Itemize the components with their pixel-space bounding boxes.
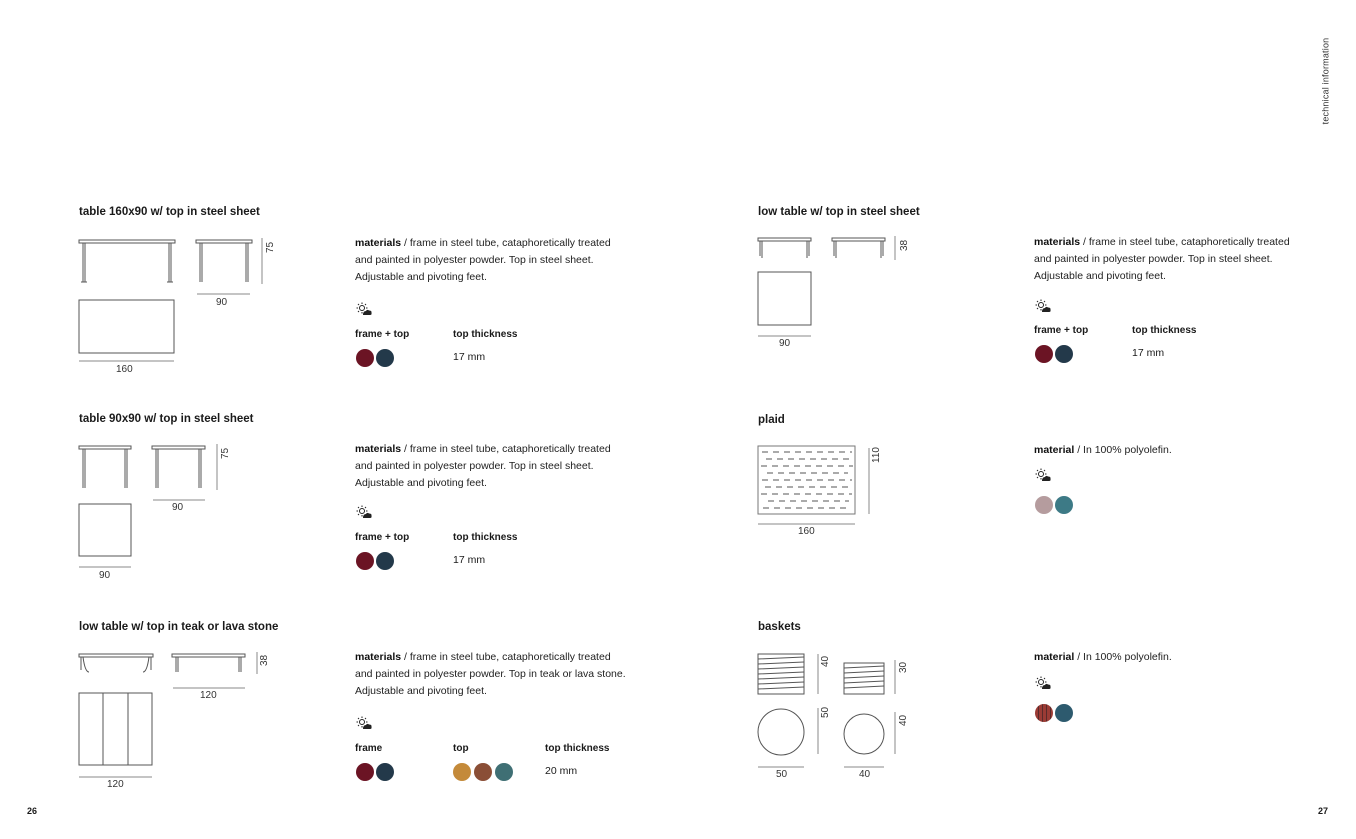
swatch-lava-teal bbox=[495, 763, 513, 781]
option-value: 17 mm bbox=[453, 554, 486, 566]
sun-cloud-icon bbox=[1035, 676, 1051, 690]
option-label: frame bbox=[355, 743, 383, 754]
dim-large-width: 50 bbox=[776, 769, 788, 780]
dim-height: 75 bbox=[220, 447, 231, 459]
page-number-left: 26 bbox=[27, 806, 38, 816]
materials-block: material / In 100% polyolefin. bbox=[1034, 651, 1172, 663]
swatch-burgundy bbox=[356, 552, 374, 570]
dim-width: 160 bbox=[798, 526, 815, 537]
page-number-right: 27 bbox=[1318, 806, 1329, 816]
product-title: table 90x90 w/ top in steel sheet bbox=[79, 413, 254, 425]
sun-cloud-icon bbox=[356, 716, 372, 730]
side-label: technical information bbox=[1320, 37, 1330, 125]
materials-block: materials / frame in steel tube, cataphoretically treated and painted in polyester powder. Top in teak or lava stone. Adjustable and pivoting feet. bbox=[355, 651, 626, 697]
dim-depth: 120 bbox=[200, 690, 217, 701]
option-label: top thickness bbox=[453, 532, 518, 543]
option-label: frame + top bbox=[355, 532, 410, 543]
option-value: 20 mm bbox=[545, 765, 578, 777]
dim-depth: 90 bbox=[216, 297, 228, 308]
low-table-teak-drawing bbox=[79, 652, 279, 787]
option-value: 17 mm bbox=[1132, 347, 1165, 359]
dim-small-depth: 40 bbox=[898, 714, 909, 726]
table-160-drawing bbox=[79, 236, 279, 376]
materials-block: materials / frame in steel tube, cataphoretically treated and painted in polyester powder. Top in steel sheet. Adjustable and pivoting feet. bbox=[355, 237, 611, 283]
dim-height: 75 bbox=[265, 241, 276, 253]
materials-block: materials / frame in steel tube, cataphoretically treated and painted in polyester powder. Top in steel sheet. Adjustable and pivoting feet. bbox=[1034, 236, 1290, 282]
product-title: low table w/ top in steel sheet bbox=[758, 206, 920, 218]
swatch-navy bbox=[376, 349, 394, 367]
option-label: top thickness bbox=[545, 743, 610, 754]
dim-width: 90 bbox=[779, 338, 791, 349]
dim-large-height: 40 bbox=[820, 655, 831, 667]
dim-small-width: 40 bbox=[859, 769, 871, 780]
sun-cloud-icon bbox=[356, 505, 372, 519]
swatch-lava-brown bbox=[474, 763, 492, 781]
dim-height: 38 bbox=[259, 654, 270, 666]
option-label: frame + top bbox=[1034, 325, 1089, 336]
option-label: frame + top bbox=[355, 329, 410, 340]
option-label: top thickness bbox=[453, 329, 518, 340]
swatch-burgundy bbox=[1035, 345, 1053, 363]
dim-width: 120 bbox=[107, 779, 124, 790]
dim-height: 38 bbox=[899, 239, 910, 251]
swatch-burgundy bbox=[356, 763, 374, 781]
plaid-drawing bbox=[758, 444, 888, 529]
materials-block: materials / frame in steel tube, cataphoretically treated and painted in polyester powder. Top in steel sheet. Adjustable and pivoting feet. bbox=[355, 443, 611, 489]
swatch-red-stripe bbox=[1035, 704, 1053, 722]
swatch-rose bbox=[1035, 496, 1053, 514]
swatch-teal bbox=[1055, 496, 1073, 514]
low-table-steel-drawing bbox=[758, 236, 918, 346]
product-title: plaid bbox=[758, 414, 785, 426]
option-label: top thickness bbox=[1132, 325, 1197, 336]
swatch-burgundy bbox=[356, 349, 374, 367]
table-90-drawing bbox=[79, 442, 239, 582]
swatch-blue bbox=[1055, 704, 1073, 722]
dim-width: 160 bbox=[116, 364, 133, 375]
product-title: table 160x90 w/ top in steel sheet bbox=[79, 206, 260, 218]
product-title: low table w/ top in teak or lava stone bbox=[79, 621, 279, 633]
product-title: baskets bbox=[758, 621, 801, 633]
sun-cloud-icon bbox=[1035, 468, 1051, 482]
dim-small-height: 30 bbox=[898, 661, 909, 673]
swatch-navy bbox=[1055, 345, 1073, 363]
option-label: top bbox=[453, 743, 469, 754]
dim-height: 110 bbox=[871, 447, 882, 463]
swatch-navy bbox=[376, 763, 394, 781]
option-value: 17 mm bbox=[453, 351, 486, 363]
dim-depth: 90 bbox=[172, 502, 184, 513]
dim-large-depth: 50 bbox=[820, 706, 831, 718]
dim-width: 90 bbox=[99, 570, 111, 581]
sun-cloud-icon bbox=[356, 302, 372, 316]
materials-block: material / In 100% polyolefin. bbox=[1034, 444, 1172, 456]
swatch-navy bbox=[376, 552, 394, 570]
sun-cloud-icon bbox=[1035, 299, 1051, 313]
swatch-teak bbox=[453, 763, 471, 781]
